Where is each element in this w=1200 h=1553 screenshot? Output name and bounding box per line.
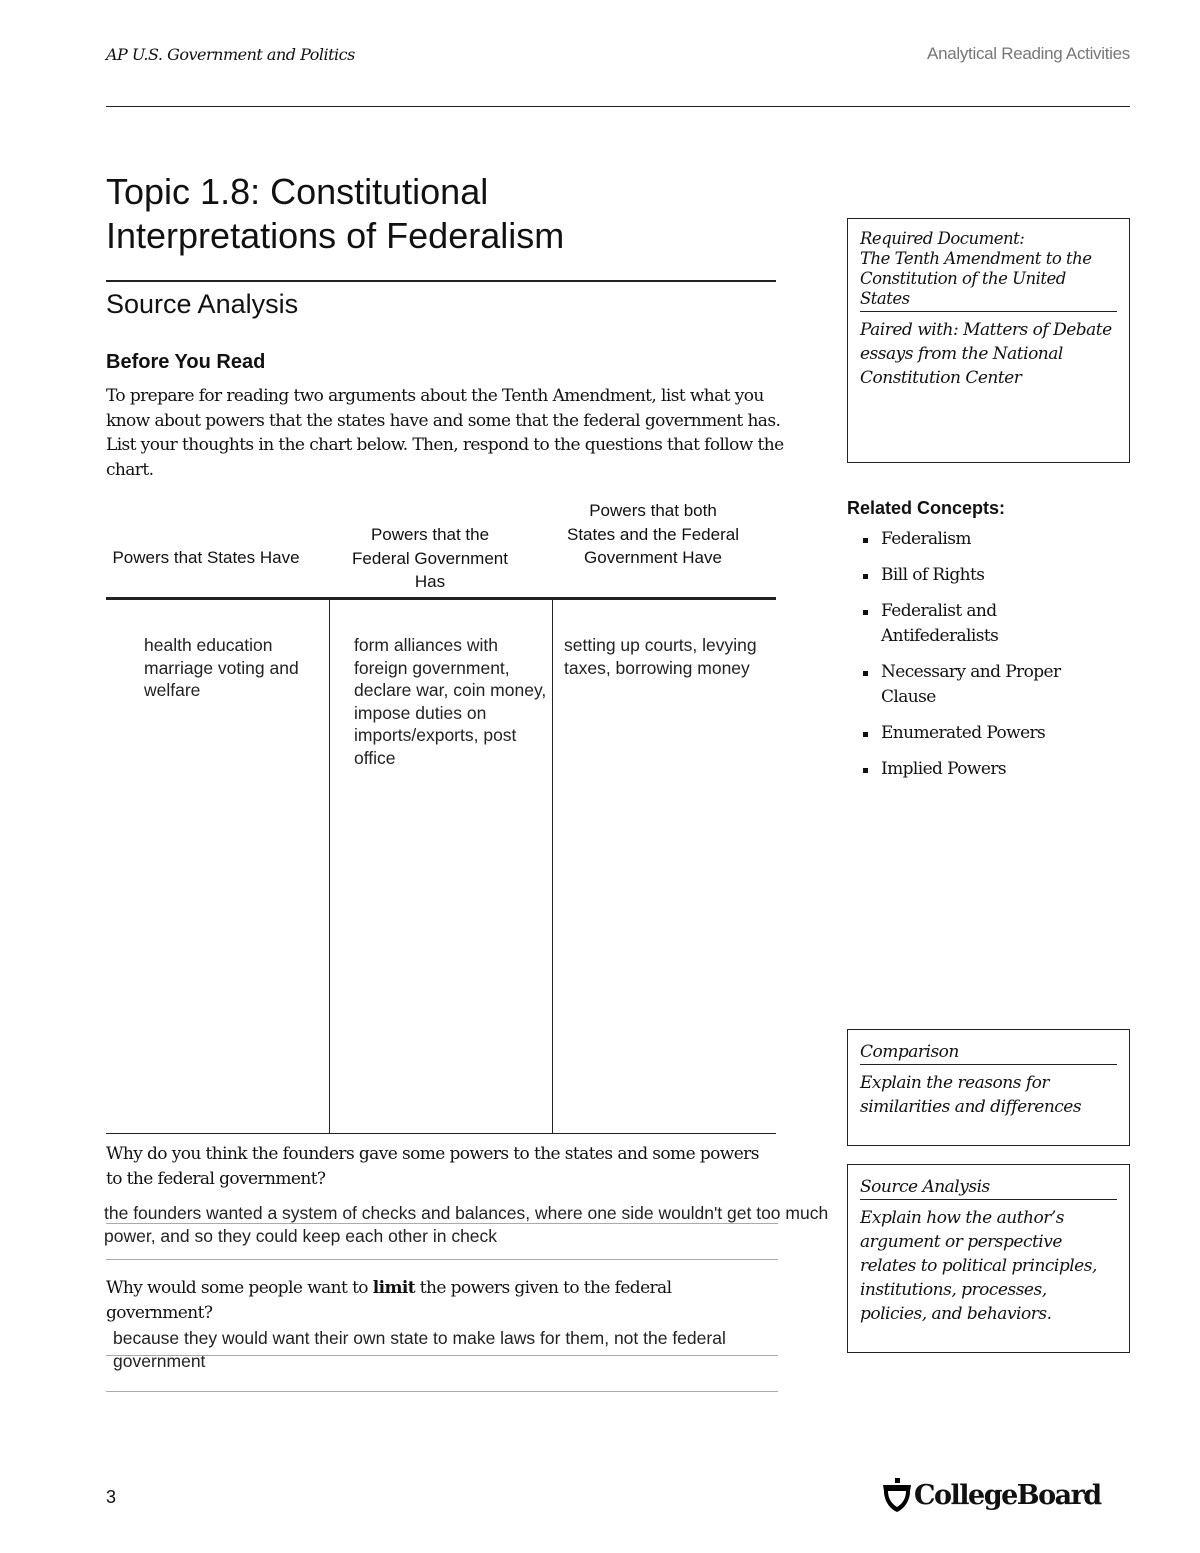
table-header-federal: Powers that the Federal Government Has bbox=[352, 525, 508, 591]
source-analysis-title: Source Analysis bbox=[860, 1175, 1117, 1200]
source-analysis-box bbox=[847, 1164, 1130, 1353]
table-header-rule bbox=[106, 597, 776, 600]
concept-item: Federalist and Antifederalists bbox=[847, 599, 1031, 649]
answer-line bbox=[106, 1259, 778, 1260]
question-2 bbox=[106, 1276, 776, 1326]
acorn-icon bbox=[880, 1476, 914, 1514]
related-concepts-list bbox=[847, 527, 1127, 793]
column-divider bbox=[552, 598, 553, 1133]
concept-item: Implied Powers bbox=[847, 757, 1127, 782]
comparison-text: Explain the reasons for similarities and differences bbox=[860, 1073, 1082, 1117]
required-document-label: Required Document: bbox=[860, 229, 1025, 248]
table-header-both: Powers that both States and the Federal Government Have bbox=[566, 501, 739, 567]
subsection-heading: Before You Read bbox=[106, 351, 266, 373]
required-document-title: The Tenth Amendment to the Constitution of the United States bbox=[860, 249, 1117, 312]
collegeboard-logo bbox=[880, 1476, 1101, 1514]
header-course: AP U.S. Government and Politics bbox=[106, 45, 355, 64]
question-2-text: Why would some people want to bbox=[106, 1278, 373, 1298]
answer-1[interactable]: the founders wanted a system of checks and balances, where one side wouldn't get too much power, and so they could keep each other in check bbox=[104, 1203, 829, 1246]
concept-item: Federalism bbox=[847, 527, 1127, 552]
table-header-states: Powers that States Have bbox=[112, 548, 300, 567]
source-analysis-text: Explain how the author’s argument or perspective relates to political principles, institutions, processes, policies, and behaviors. bbox=[860, 1208, 1097, 1324]
question-2-emphasis: limit bbox=[372, 1278, 415, 1298]
answer-line bbox=[106, 1355, 778, 1356]
logo-text: CollegeBoard bbox=[914, 1479, 1101, 1511]
table-bottom-rule bbox=[106, 1133, 776, 1134]
concept-item: Enumerated Powers bbox=[847, 721, 1127, 746]
answer-line bbox=[106, 1391, 778, 1392]
title-line-1: Topic 1.8: Constitutional bbox=[106, 171, 489, 212]
question-1: Why do you think the founders gave some powers to the states and some powers to the federal government? bbox=[106, 1144, 759, 1189]
related-concepts-heading: Related Concepts: bbox=[847, 498, 1006, 518]
concept-item: Necessary and Proper Clause bbox=[847, 660, 1091, 710]
question-2-text: the powers given to the federal government? bbox=[106, 1278, 672, 1323]
paired-with: Paired with: Matters of Debate essays from the National Constitution Center bbox=[860, 320, 1112, 388]
page-title bbox=[106, 170, 564, 258]
intro-paragraph: To prepare for reading two arguments about the Tenth Amendment, list what you know about powers that the states have and some that the federal government has. List your thoughts in the chart below. Then, respond to the questions that follow the chart. bbox=[106, 386, 784, 480]
table-cell-states[interactable]: health education marriage voting and welfare bbox=[144, 635, 299, 701]
concept-item: Bill of Rights bbox=[847, 563, 1127, 588]
title-line-2: Interpretations of Federalism bbox=[106, 215, 565, 256]
title-divider bbox=[106, 280, 776, 282]
table-cell-federal[interactable]: form alliances with foreign government, declare war, coin money, impose duties on imports/exports, post office bbox=[354, 635, 547, 768]
answer-2[interactable]: because they would want their own state to make laws for them, not the federal government bbox=[113, 1328, 726, 1371]
required-document-box bbox=[847, 218, 1130, 463]
section-heading: Source Analysis bbox=[106, 289, 299, 319]
table-cell-both[interactable]: setting up courts, levying taxes, borrowing money bbox=[564, 635, 757, 678]
comparison-box bbox=[847, 1029, 1130, 1146]
answer-line bbox=[106, 1223, 778, 1224]
column-divider bbox=[329, 598, 330, 1133]
header-section: Analytical Reading Activities bbox=[927, 44, 1130, 63]
page-number: 3 bbox=[106, 1487, 117, 1507]
header-divider bbox=[106, 106, 1130, 107]
comparison-title: Comparison bbox=[860, 1040, 1117, 1065]
